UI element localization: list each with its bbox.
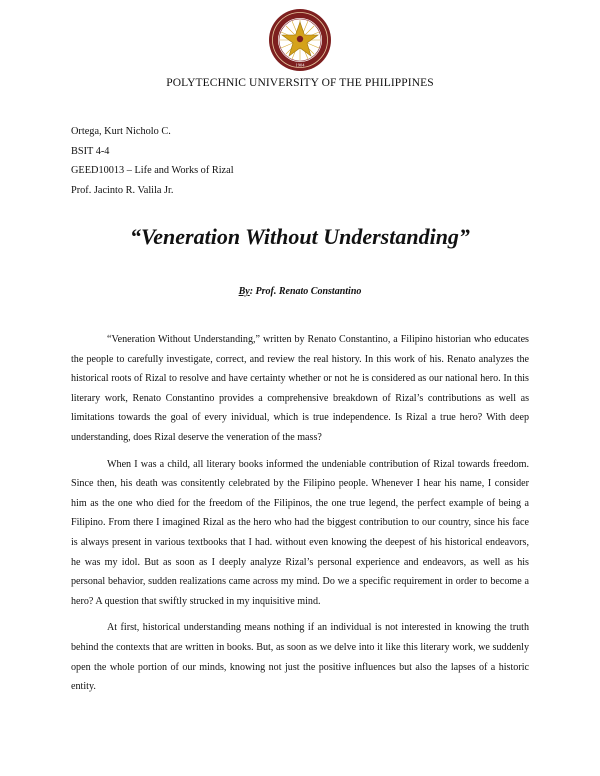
university-name: POLYTECHNIC UNIVERSITY OF THE PHILIPPINES: [166, 77, 434, 89]
seal-graphic: [268, 8, 332, 72]
university-seal-icon: [268, 8, 332, 72]
course-title: GEED10013 – Life and Works of Rizal: [71, 165, 234, 177]
paragraph-2: When I was a child, all literary books informed the undeniable contribution of Rizal towards freedom. Since then, his death was consitently celebrated by the Filipino people. Whenever I hear his name, I consider him as the one who died for the freedom of the Filipinos, the one true legend, the perfect example of being a Filipino. From there I imagined Rizal as the hero who had the biggest contribution to our country, since his face is always present in various textbooks that I had. without even knowing the deepest of his historical endeavors, he was my idol. But as soon as I deeply analyze Rizal’s personal experience and endeavors, as well as his personal behavior, sudden realizations came across my mind. Do we a specific requirement in order to become a hero? A question that swiftly strucked in my inquisitive mind.: [71, 458, 529, 607]
student-section: BSIT 4-4: [71, 145, 110, 157]
byline-author: : Prof. Renato Constantino: [249, 286, 362, 297]
byline: [0, 286, 600, 297]
professor-name: Prof. Jacinto R. Valila Jr.: [71, 184, 174, 196]
seal-year: 1904: [295, 62, 305, 68]
student-info: [71, 122, 234, 200]
paragraph-3: At first, historical understanding means nothing if an individual is not interested in knowing the truth behind the contexts that are written in books. But, as soon as we delve into it like this literary work, we suddenly open the whole portion of our minds, knowing not just the positive influences but also the lapses of a historic entity.: [71, 622, 529, 693]
student-name: Ortega, Kurt Nicholo C.: [71, 126, 171, 137]
essay-title: “Veneration Without Understanding”: [130, 224, 470, 249]
byline-prefix: By: [238, 286, 250, 297]
essay-body: [71, 330, 529, 704]
paragraph-1: “Veneration Without Understanding,” written by Renato Constantino, a Filipino historian who educates the people to carefully investigate, correct, and review the real history. In this work of his. Renato analyzes the historical roots of Rizal to resolve and have certainty whether or not he is considered as our national hero. In this literary work, Renato Constantino provides a comprehensive breakdown of Rizal’s contributions as well as limitations towards the goal of every inividual, which is true independence. Is Rizal a true hero? With deep understanding, does Rizal deserve the veneration of the mass?: [71, 334, 529, 443]
